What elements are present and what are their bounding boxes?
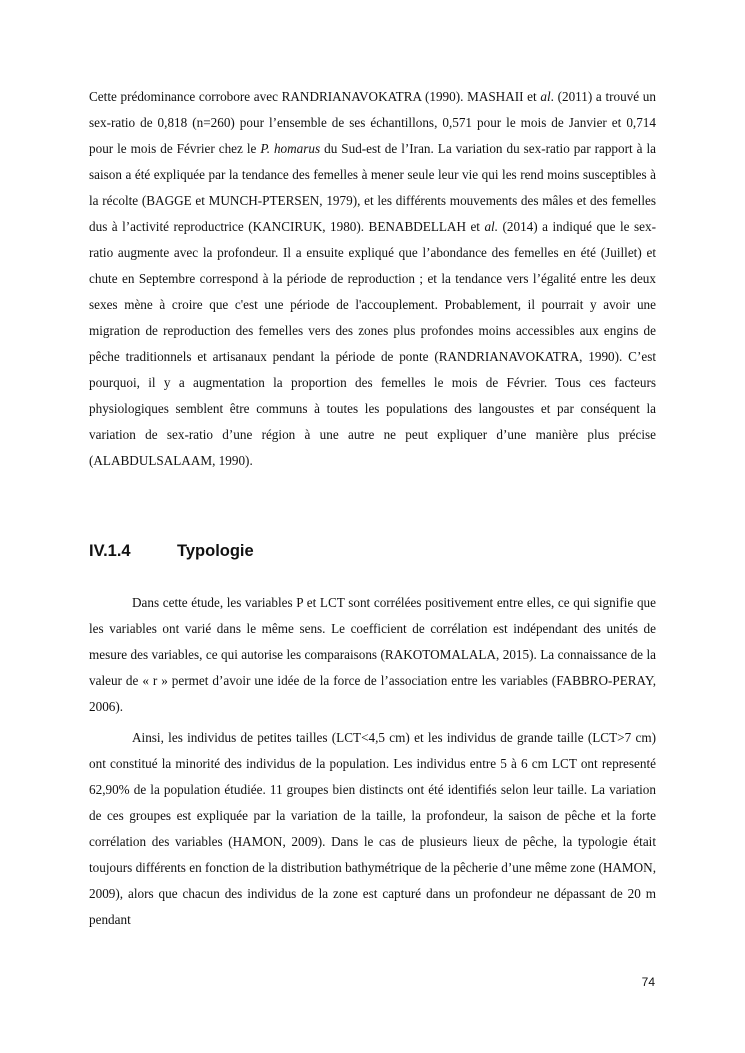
page-number: 74 bbox=[641, 975, 655, 989]
section-title: Typologie bbox=[177, 542, 254, 560]
paragraph-correlation: Dans cette étude, les variables P et LCT sont corrélées positivement entre elles, ce qui signifie que les variables ont varié dans le même sens. Le coefficient de corrélation est indépendant des unités de mesure des variables, ce qui autorise les comparaisons (RAKOTOMALALA, 2015). La connaissance de la valeur de « r » permet d’avoir une idée de la force de l’association entre les variables (FABBRO-PERAY, 2006). bbox=[89, 595, 656, 714]
p1-text-2: . (2011) a trouvé un sex-ratio de 0,818 (n=260) pour l’ensemble de ses échantillons, 0,571 pour le mois de Janvier et 0,714 pour le mois de Février chez le bbox=[89, 89, 656, 156]
p1-italic-al-2: al. bbox=[484, 219, 499, 234]
p1-italic-al: al bbox=[540, 89, 551, 104]
p1-italic-species: P. homarus bbox=[260, 141, 321, 156]
paragraph-size-groups: Ainsi, les individus de petites tailles (LCT<4,5 cm) et les individus de grande taille (LCT>7 cm) ont constitué la minorité des individus de la population. Les individus entre 5 à 6 cm LCT ont representé 62,90% de la population étudiée. 11 groupes bien distincts ont été identifiés selon leur taille. La variation de ces groupes est expliquée par la variation de la taille, la profondeur, la saison de pêche et la forte corrélation des variables (HAMON, 2009). Dans le cas de plusieurs lieux de pêche, la typologie était toujours différents en fonction de la distribution bathymétrique de la pêcherie d’une même zone (HAMON, 2009), alors que chacun des individus de la zone est capturé dans un profondeur ne dépassant de 20 m pendant bbox=[89, 730, 656, 927]
p1-text-4: (2014) a indiqué que le sex-ratio augmente avec la profondeur. Il a ensuite expliqué que l’abondance des femelles en été (Juillet) et chute en Septembre correspond à la période de reproduction ; et la tendance vers l’égalité entre les deux sexes mène à croire que c'est une période de l'accouplement. Probablement, il pourrait y avoir une migration de reproduction des femelles vers des zones plus profondes moins accessibles aux engins de pêche traditionnels et artisanaux pendant la période de ponte (RANDRIANAVOKATRA, 1990). C’est pourquoi, il y a augmentation la proportion des femelles le mois de Février. Tous ces facteurs physiologiques semblent être communs à toutes les populations des langoustes et par conséquent la variation de sex-ratio d’une région à une autre ne peut expliquer d’une manière plus précise (ALABDULSALAAM, 1990). bbox=[89, 219, 656, 468]
section-number: IV.1.4 bbox=[89, 542, 131, 560]
p1-text-1: Cette prédominance corrobore avec RANDRIANAVOKATRA (1990). MASHAII et bbox=[89, 89, 541, 104]
paragraph-sex-ratio bbox=[89, 84, 656, 474]
p1-text-3: du Sud-est de l’Iran. La variation du sex-ratio par rapport à la saison a été expliquée par la tendance des femelles à mener seule leur vie qui les rend moins susceptibles à la récolte (BAGGE et MUNCH-PTERSEN, 1979), et les différents mouvements des mâles et des femelles dus à l’activité reproductrice (KANCIRUK, 1980). BENABDELLAH et bbox=[89, 141, 656, 234]
section-heading bbox=[89, 542, 254, 561]
